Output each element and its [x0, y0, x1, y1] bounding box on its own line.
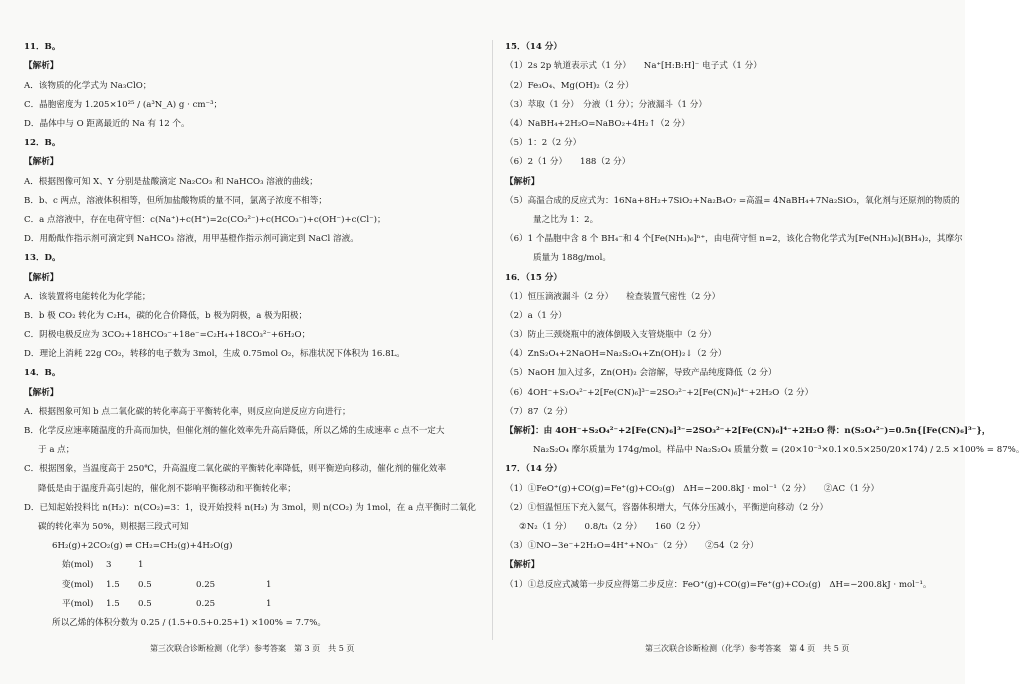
table-cell: 1.5: [106, 598, 120, 609]
table-cell: 变(mol): [62, 579, 94, 590]
text-line: Na₂S₂O₄ 摩尔质量为 174g/mol。样品中 Na₂S₂O₄ 质量分数 = (20×10⁻³×0.1×0.5×250/20×174) / 2.5 ×100% = 87%。: [533, 445, 1024, 456]
right-page: [505, 38, 1024, 594]
text-line: （2）①恒温恒压下充入氦气，容器体积增大，气体分压减小，平衡逆向移动（2 分）: [505, 502, 829, 513]
text-line: 13．D。: [24, 253, 61, 264]
text-line: （3）萃取（1 分） 分液（1 分）；分液漏斗（1 分）: [505, 99, 707, 110]
text-line: （6）1 个晶胞中含 8 个 BH₄⁻和 4 个[Fe(NH₃)₆]ⁿ⁺，由电荷守恒 n=2，该化合物化学式为[Fe(NH₃)₆](BH₄)₂，其摩尔: [505, 234, 963, 245]
text-line: （6）4OH⁻+S₂O₄²⁻+2[Fe(CN)₆]³⁻=2SO₃²⁻+2[Fe(CN)₆]⁴⁻+2H₂O（2 分）: [505, 387, 814, 398]
text-line: B．化学反应速率随温度的升高而加快，但催化剂的催化效率先升高后降低，所以乙烯的生成速率 c 点不一定大: [24, 426, 445, 437]
text-line: 【解析】: [24, 387, 59, 398]
table-cell: 0.5: [138, 598, 152, 609]
text-line: 碳的转化率为 50%，则根据三段式可知: [38, 521, 189, 532]
text-line: （5）1：2（2 分）: [505, 138, 582, 149]
table-cell: 1: [266, 598, 272, 609]
text-line: （6）2（1 分） 188（2 分）: [505, 157, 631, 168]
table-cell: [266, 556, 306, 575]
text-line: D．晶体中与 O 距离最近的 Na 有 12 个。: [24, 119, 190, 130]
text-line: （2）a（1 分）: [505, 310, 567, 321]
text-line: 16．（15 分）: [505, 272, 562, 283]
table-cell: 0.5: [138, 579, 152, 590]
left-page: [24, 38, 477, 633]
text-line: 【解析】：由 4OH⁻+S₂O₄²⁻+2[Fe(CN)₆]³⁻=2SO₃²⁻+2[Fe(CN)₆]⁴⁻+2H₂O 得：n(S₂O₄²⁻)=0.5n{[Fe(CN)₆]³⁻}，: [505, 426, 991, 437]
text-line: 15．（14 分）: [505, 42, 562, 53]
text-line: （1）①FeO⁺(g)+CO(g)=Fe⁺(g)+CO₂(g) ΔH=−200.8kJ · mol⁻¹（2 分） ②AC（1 分）: [505, 483, 880, 494]
table-cell: 1.5: [106, 579, 120, 590]
text-line: 【解析】: [24, 157, 59, 168]
text-line: 质量为 188g/mol。: [533, 253, 611, 264]
text-line: （5）NaOH 加入过多，Zn(OH)₂ 会溶解，导致产品纯度降低（2 分）: [505, 368, 777, 379]
text-line: 14．B。: [24, 368, 61, 379]
text-line: C．a 点溶液中，存在电荷守恒：c(Na⁺)+c(H⁺)=2c(CO₃²⁻)+c(HCO₃⁻)+c(OH⁻)+c(Cl⁻)；: [24, 214, 386, 225]
table-cell: 3: [106, 560, 112, 571]
text-line: 于 a 点；: [38, 445, 75, 456]
equilibrium-table: [24, 556, 464, 614]
text-line: （1）2s 2p 轨道表示式（1 分） Na⁺[H:B:H]⁻ 电子式（1 分）: [505, 61, 762, 72]
text-line: 12．B。: [24, 138, 61, 149]
text-line: A．该物质的化学式为 Na₃ClO；: [24, 80, 152, 91]
table-cell: 平(mol): [62, 598, 94, 609]
text-line: C．阴极电极反应为 3CO₂+18HCO₃⁻+18e⁻=C₂H₄+18CO₃²⁻+6H₂O；: [24, 330, 311, 341]
text-line: ②N₂（1 分） 0.8/t₁（2 分） 160（2 分）: [519, 521, 706, 532]
table-cell: 0.25: [196, 598, 216, 609]
text-line: D．用酚酞作指示剂可滴定到 NaHCO₃ 溶液，用甲基橙作指示剂可滴定到 NaCl 溶液。: [24, 234, 359, 245]
page-divider: [492, 40, 493, 640]
text-line: B．b 极 CO₂ 转化为 C₂H₄，碳的化合价降低，b 极为阴极，a 极为阳极；: [24, 310, 308, 321]
text-line: A．根据图像可知 X、Y 分别是盐酸滴定 Na₂CO₃ 和 NaHCO₃ 溶液的曲线；: [24, 176, 318, 187]
text-line: （7）87（2 分）: [505, 406, 573, 417]
right-footer: 第三次联合诊断检测（化学）参考答案 第 4 页 共 5 页: [645, 644, 850, 653]
text-line: 【解析】: [24, 61, 59, 72]
table-cell: [196, 556, 266, 575]
text-line: （4）ZnS₂O₄+2NaOH=Na₂S₂O₄+Zn(OH)₂↓（2 分）: [505, 349, 727, 360]
table-cell: 0.25: [196, 579, 216, 590]
table-cell: 始(mol): [62, 560, 94, 571]
text-line: 6H₂(g)+2CO₂(g) ⇌ CH₂=CH₂(g)+4H₂O(g): [52, 541, 233, 552]
text-line: （4）NaBH₄+2H₂O=NaBO₂+4H₂↑（2 分）: [505, 119, 690, 130]
text-line: 【解析】: [505, 176, 540, 187]
text-line: 【解析】: [24, 272, 59, 283]
text-line: （1）①总反应式减第一步反应得第二步反应：FeO⁺(g)+CO(g)=Fe⁺(g)+CO₂(g) ΔH=−200.8kJ · mol⁻¹。: [505, 579, 932, 590]
text-line: 17．（14 分）: [505, 464, 562, 475]
text-line: D．已知起始投料比 n(H₂)：n(CO₂)=3：1，设开始投料 n(H₂) 为 3mol，则 n(CO₂) 为 1mol，在 a 点平衡时二氧化: [24, 502, 477, 513]
text-line: 11．B。: [24, 42, 61, 53]
left-footer: 第三次联合诊断检测（化学）参考答案 第 3 页 共 5 页: [150, 644, 355, 653]
conclusion-line: 所以乙烯的体积分数为 0.25 / (1.5+0.5+0.25+1) ×100% = 7.7%。: [52, 617, 326, 628]
text-line: 【解析】: [505, 560, 540, 571]
text-line: （3）防止三颈烧瓶中的液体倒吸入支管烧瓶中（2 分）: [505, 330, 717, 341]
text-line: 量之比为 1：2。: [533, 214, 599, 225]
text-line: C．晶胞密度为 1.205×10²⁵ / (a³N_A) g · cm⁻³；: [24, 99, 223, 110]
text-line: （1）恒压滴液漏斗（2 分） 检查装置气密性（2 分）: [505, 291, 721, 302]
text-line: （3）①NO−3e⁻+2H₂O=4H⁺+NO₃⁻（2 分） ②54（2 分）: [505, 541, 759, 552]
text-line: A．根据图象可知 b 点二氧化碳的转化率高于平衡转化率，则反应向逆反应方向进行；: [24, 406, 351, 417]
text-line: B．b、c 两点，溶液体积相等，但所加盐酸物质的量不同，氯离子浓度不相等；: [24, 195, 327, 206]
text-line: 降低是由于温度升高引起的，催化剂不影响平衡移动和平衡转化率；: [38, 483, 296, 494]
table-cell: 1: [138, 560, 144, 571]
table-cell: 1: [266, 579, 272, 590]
text-line: D．理论上消耗 22g CO₂，转移的电子数为 3mol，生成 0.75mol O₂，标准状况下体积为 16.8L。: [24, 349, 405, 360]
text-line: A．该装置将电能转化为化学能；: [24, 291, 151, 302]
text-line: C．根据图象，当温度高于 250℃，升高温度二氧化碳的平衡转化率降低，则平衡逆向移动，催化剂的催化效率: [24, 464, 447, 475]
text-line: （5）高温合成的反应式为：16Na+8H₂+7SiO₂+Na₂B₄O₇ =高温= 4NaBH₄+7Na₂SiO₃，氧化剂与还原剂的物质的: [505, 195, 960, 206]
text-line: （2）Fe₃O₄、Mg(OH)₂（2 分）: [505, 80, 634, 91]
